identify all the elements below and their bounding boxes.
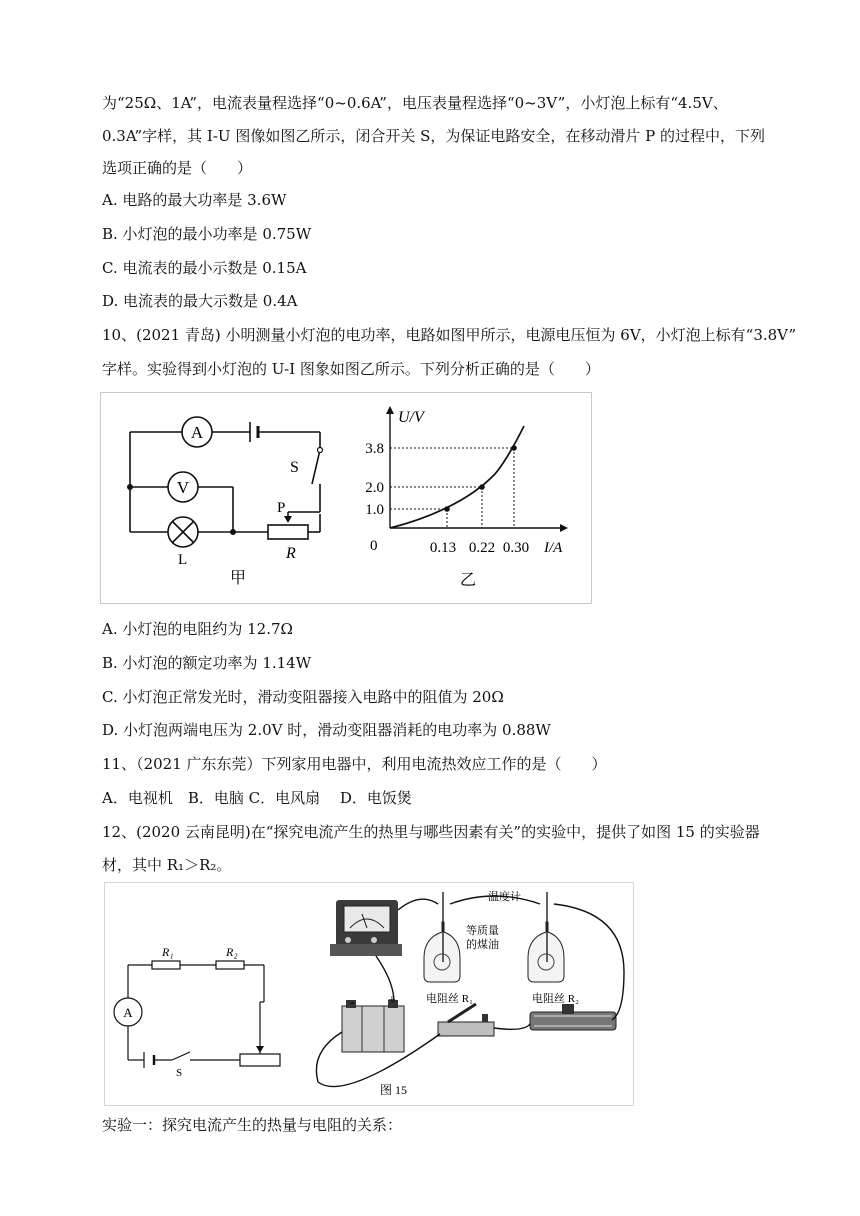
r1-symbol [152, 961, 180, 969]
x-tick-0-30: 0.30 [502, 540, 530, 556]
data-point-1 [444, 506, 450, 512]
slider-label: P [277, 500, 286, 516]
switch-blade [312, 450, 320, 484]
q12-stem-line1: 12、(2020 云南昆明)在“探究电流产生的热里与哪些因素有关”的实验中，提供了如图 15 的实验器 [102, 823, 760, 841]
q11-options: A．电视机 B．电脑 C．电风扇 D．电饭煲 [102, 789, 412, 807]
graph-xlabel: I/A [544, 540, 563, 556]
wire-r2-label: 电阻丝 R₂ [532, 993, 579, 1005]
q9-option-d: D. 电流表的最大示数是 0.4A [102, 292, 298, 310]
q10-option-a: A. 小灯泡的电阻约为 12.7Ω [102, 620, 293, 638]
experiment-1-heading: 实验一：探究电流产生的热量与电阻的关系： [102, 1116, 403, 1134]
lamp-label: L [178, 552, 188, 568]
schematic-wires [128, 965, 280, 1060]
junction-left [127, 484, 133, 490]
rheostat-symbol [268, 525, 308, 539]
q9-option-b: B. 小灯泡的最小功率是 0.75W [102, 225, 312, 243]
r1-label: R₁ [162, 945, 174, 959]
iu-curve [390, 426, 524, 528]
junction-right [230, 529, 236, 535]
flask-right [528, 892, 564, 982]
rheostat-device [530, 1004, 616, 1030]
graph-origin: 0 [370, 538, 378, 554]
y-tick-1-0: 1.0 [365, 502, 384, 518]
rheostat-symbol [240, 1054, 280, 1066]
circuit-jia [130, 432, 320, 532]
q9-stem-line1: 为“25Ω、1A”，电流表量程选择“0~0.6A”，电压表量程选择“0~3V”，小灯泡上标有“4.5V、 [102, 94, 728, 112]
figure-15-caption: 图 15 [380, 1083, 408, 1097]
graph-y-arrow [386, 406, 394, 414]
slider-arrow [256, 1046, 264, 1053]
data-point-3 [511, 445, 517, 451]
q12-stem-line2: 材，其中 R₁＞R₂。 [102, 856, 232, 874]
switch-contact [318, 448, 323, 453]
q9-stem-line3: 选项正确的是（ ） [102, 159, 253, 177]
q9-option-a: A. 电路的最大功率是 3.6W [102, 191, 287, 209]
switch-label: S [290, 459, 299, 476]
rheostat-label: R [286, 545, 296, 562]
q11-stem: 11、（2021 广东东莞）下列家用电器中，利用电流热效应工作的是（ ） [102, 755, 607, 773]
voltmeter-label: V [176, 478, 190, 497]
r2-label: R₂ [226, 945, 238, 959]
q9-stem-line2: 0.3A”字样，其 I-U 图像如图乙所示，闭合开关 S，为保证电路安全，在移动滑片 P 的过程中，下列 [102, 127, 765, 145]
graph-x-arrow [560, 524, 568, 532]
graph-guides [390, 448, 514, 528]
oil-label-line2: 的煤油 [466, 939, 499, 951]
ammeter-label: A [123, 1005, 133, 1020]
battery-minus-label: - [350, 995, 355, 1010]
data-point-2 [479, 484, 485, 490]
flask-left [424, 892, 460, 982]
q10-option-d: D. 小灯泡两端电压为 2.0V 时，滑动变阻器消耗的电功率为 0.88W [102, 721, 551, 739]
q10-figure [100, 392, 592, 604]
switch-blade [172, 1052, 190, 1060]
q12-figure [104, 882, 634, 1106]
q9-option-c: C. 电流表的最小示数是 0.15A [102, 259, 307, 277]
figure-jia-caption: 甲 [230, 570, 247, 587]
x-tick-0-13: 0.13 [429, 540, 457, 556]
slider-arrow [284, 516, 292, 523]
q10-stem-line1: 10、(2021 青岛) 小明测量小灯泡的电功率，电路如图甲所示，电源电压恒为 6V，小灯泡上标有“3.8V” [102, 326, 797, 344]
oil-label-line1: 等质量 [466, 925, 499, 937]
x-tick-0-22: 0.22 [468, 540, 496, 556]
graph-ylabel: U/V [398, 409, 424, 426]
figure-yi-caption: 乙 [460, 572, 477, 589]
battery-plus-label: + [388, 993, 396, 1008]
y-tick-2-0: 2.0 [365, 480, 384, 496]
thermometer-label: 温度计 [488, 891, 521, 903]
ammeter-device [330, 900, 402, 956]
q10-option-c: C. 小灯泡正常发光时，滑动变阻器接入电路中的阻值为 20Ω [102, 688, 504, 706]
ammeter-label: A [190, 423, 204, 442]
y-tick-3-8: 3.8 [365, 441, 384, 457]
wire-r1-label: 电阻丝 R₁ [426, 993, 473, 1005]
q10-option-b: B. 小灯泡的额定功率为 1.14W [102, 654, 312, 672]
knife-switch [438, 1004, 494, 1036]
switch-label: S [176, 1067, 183, 1079]
r2-symbol [216, 961, 244, 969]
q10-stem-line2: 字样。实验得到小灯泡的 U-I 图象如图乙所示。下列分析正确的是（ ） [102, 360, 600, 378]
